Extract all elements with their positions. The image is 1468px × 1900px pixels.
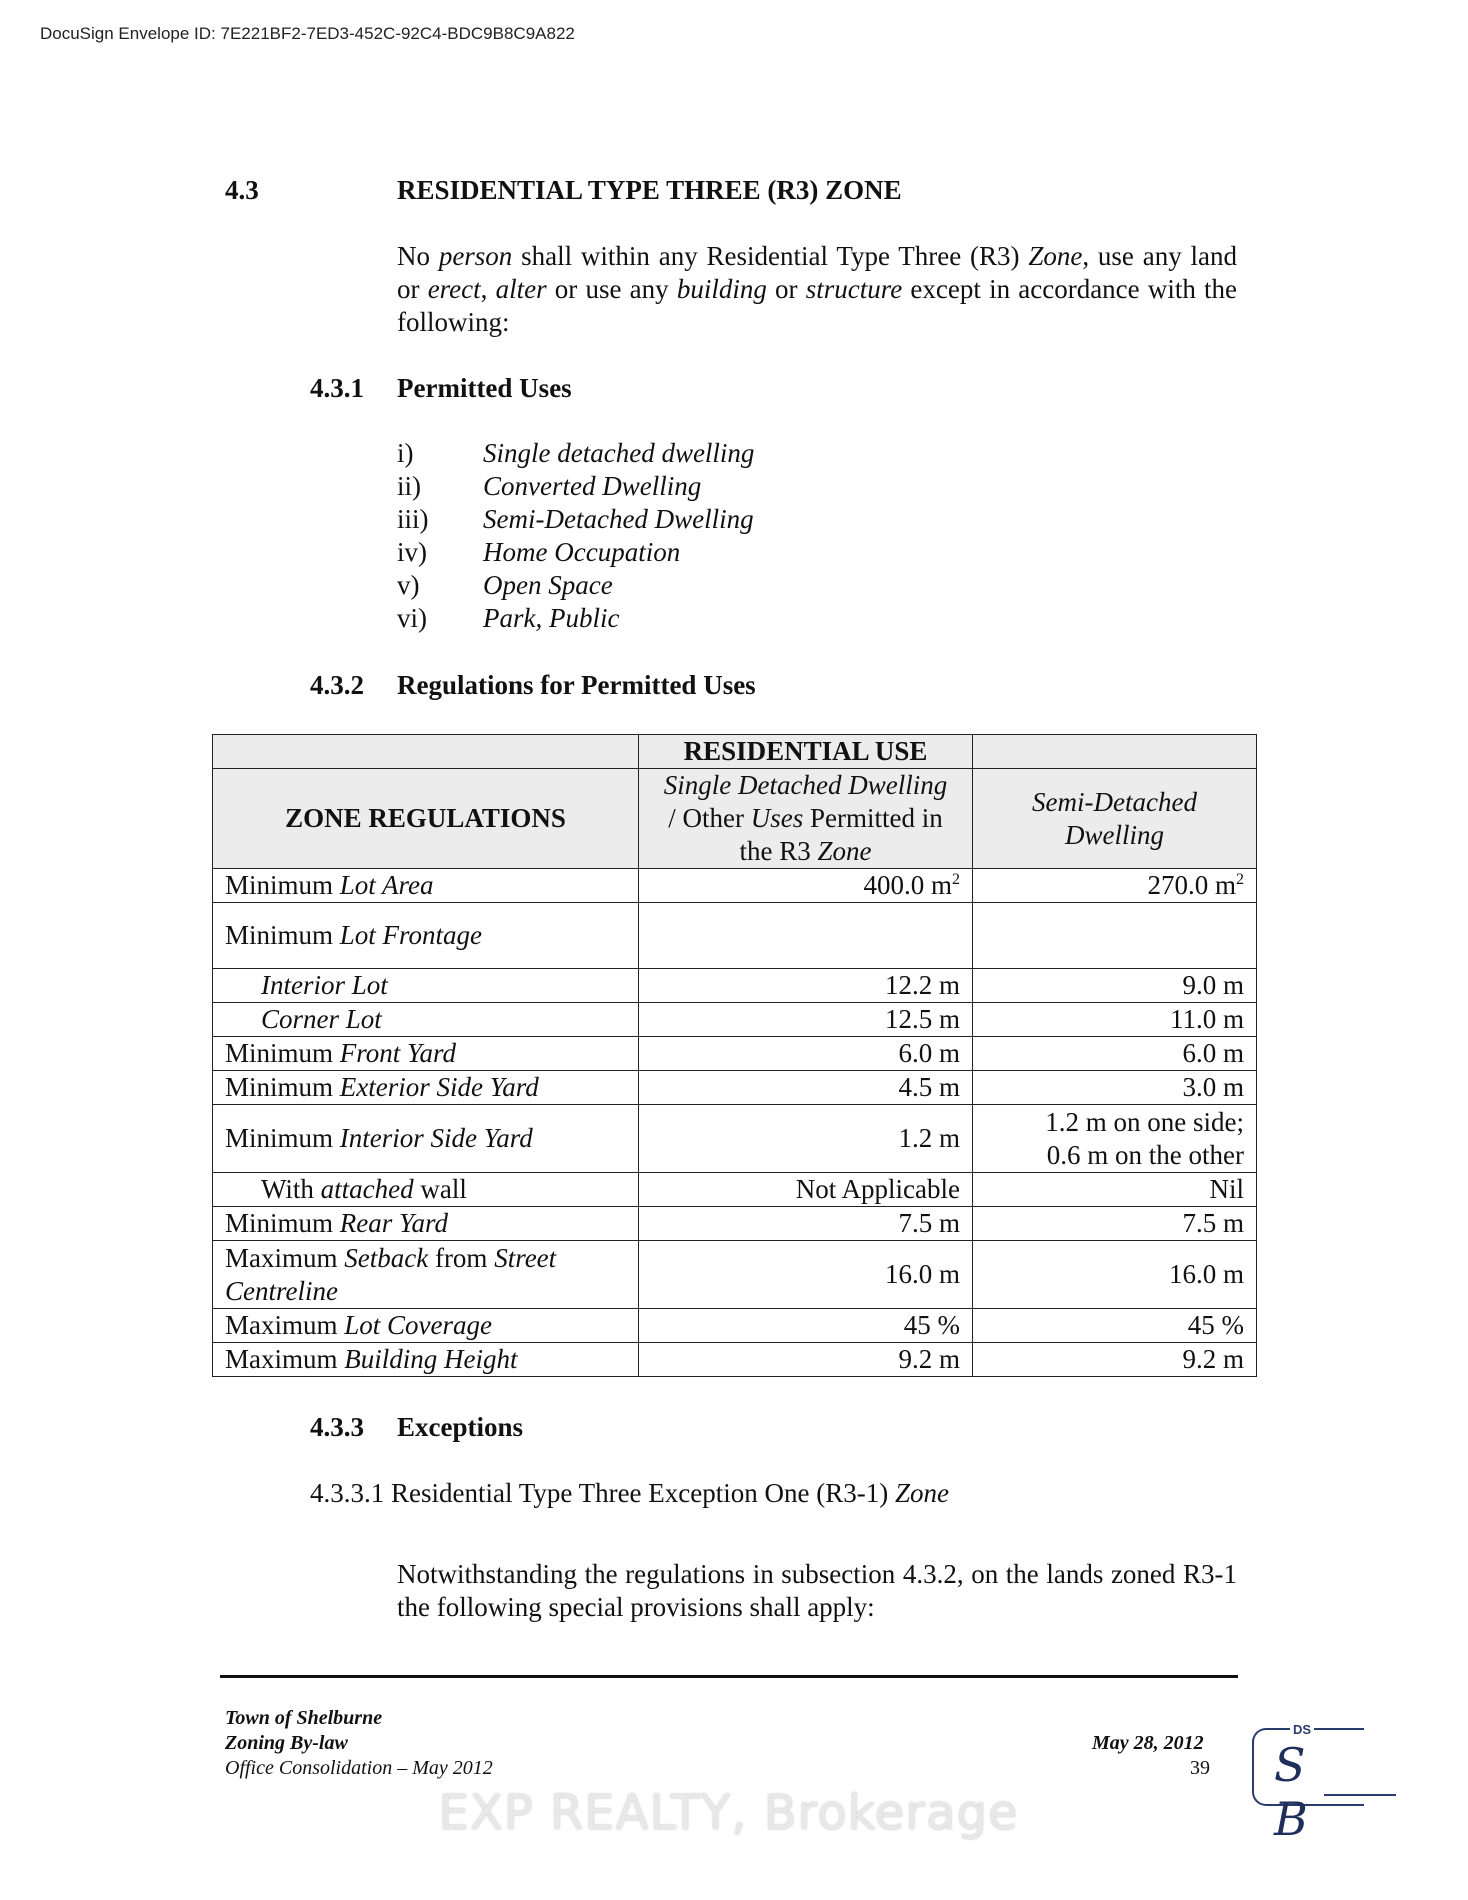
table-row	[213, 1343, 1257, 1377]
list-item-number: ii)	[397, 471, 421, 501]
table-row	[213, 1105, 1257, 1173]
subsection-number-exceptions: 4.3.3	[310, 1412, 364, 1442]
header-zone-regulations: ZONE REGULATIONS	[213, 769, 639, 869]
table-row	[213, 1003, 1257, 1037]
cell-value: Not Applicable	[639, 1173, 973, 1207]
list-item-number: iii)	[397, 504, 429, 534]
exception-heading: 4.3.3.1 Residential Type Three Exception One (R3-1) Zone	[310, 1478, 949, 1508]
exception-paragraph: Notwithstanding the regulations in subsection 4.3.2, on the lands zoned R3-1 the following special provisions shall apply:	[397, 1559, 1237, 1622]
watermark: EXP REALTY, Brokerage	[438, 1785, 1019, 1841]
footer-divider	[220, 1675, 1238, 1678]
row-label: Minimum Front Yard	[213, 1037, 639, 1071]
table-row	[213, 903, 1257, 969]
section-title: RESIDENTIAL TYPE THREE (R3) ZONE	[397, 175, 902, 205]
cell-value: 45 %	[973, 1309, 1257, 1343]
cell-value: 9.2 m	[639, 1343, 973, 1377]
cell-value: 45 %	[639, 1309, 973, 1343]
cell-value: 3.0 m	[973, 1071, 1257, 1105]
list-item: Home Occupation	[483, 537, 681, 567]
row-label: Minimum Lot Frontage	[213, 903, 639, 969]
cell-value: 12.2 m	[639, 969, 973, 1003]
cell-value: 6.0 m	[639, 1037, 973, 1071]
list-item: Converted Dwelling	[483, 471, 702, 501]
table-row	[213, 1071, 1257, 1105]
cell-value	[639, 903, 973, 969]
cell-value: 12.5 m	[639, 1003, 973, 1037]
list-item: Single detached dwelling	[483, 438, 755, 468]
header-single-detached: Single Detached Dwelling / Other Uses Permitted in the R3 Zone	[639, 769, 973, 869]
header-semi-detached: Semi-Detached Dwelling	[973, 769, 1257, 869]
cell-value: 9.0 m	[973, 969, 1257, 1003]
footer-town: Town of Shelburne	[225, 1707, 383, 1729]
ds-label: DS	[1290, 1722, 1314, 1737]
cell-value: 1.2 m on one side; 0.6 m on the other	[973, 1105, 1257, 1173]
signature-underline	[1324, 1794, 1396, 1796]
table-row	[213, 1173, 1257, 1207]
cell-value: 270.0 $m^2$	[973, 869, 1257, 903]
list-item-number: i)	[397, 438, 414, 468]
footer-consolidation: Office Consolidation – May 2012	[225, 1757, 493, 1779]
cell-value: 6.0 m	[973, 1037, 1257, 1071]
table-row	[213, 1241, 1257, 1309]
list-item-number: iv)	[397, 537, 427, 567]
cell-value: Nil	[973, 1173, 1257, 1207]
intro-paragraph: No person shall within any Residential Type Three (R3) Zone, use any land or erect, alter or use any building or structure except in accordance with the following:	[397, 241, 1238, 337]
header-residential-use: RESIDENTIAL USE	[639, 735, 973, 769]
list-item-number: v)	[397, 570, 420, 600]
row-label: Interior Lot	[213, 969, 639, 1003]
subsection-title-permitted: Permitted Uses	[397, 373, 572, 403]
header-blank	[213, 735, 639, 769]
docusign-initials-box	[1252, 1728, 1364, 1846]
cell-value: 9.2 m	[973, 1343, 1257, 1377]
table-row	[213, 1037, 1257, 1071]
subsection-number-regulations: 4.3.2	[310, 670, 364, 700]
cell-value: 11.0 m	[973, 1003, 1257, 1037]
footer-date: May 28, 2012	[1092, 1732, 1204, 1754]
row-label: Minimum Interior Side Yard	[213, 1105, 639, 1173]
cell-value: 4.5 m	[639, 1071, 973, 1105]
cell-value: 7.5 m	[639, 1207, 973, 1241]
row-label: With attached wall	[213, 1173, 639, 1207]
docusign-envelope-id: DocuSign Envelope ID: 7E221BF2-7ED3-452C-92C4-BDC9B8C9A822	[40, 24, 575, 43]
list-item: Park, Public	[483, 603, 620, 633]
list-item: Semi-Detached Dwelling	[483, 504, 754, 534]
subsection-number-permitted: 4.3.1	[310, 373, 364, 403]
table-row	[213, 969, 1257, 1003]
row-label: Minimum Lot Area	[213, 869, 639, 903]
row-label: Corner Lot	[213, 1003, 639, 1037]
list-item: Open Space	[483, 570, 613, 600]
table-row	[213, 869, 1257, 903]
cell-value: 7.5 m	[973, 1207, 1257, 1241]
cell-value: 16.0 m	[973, 1241, 1257, 1309]
cell-value: 400.0 $m^2$	[639, 869, 973, 903]
row-label: Maximum Setback from Street Centreline	[213, 1241, 639, 1309]
signature-initials: S B	[1274, 1738, 1314, 1846]
row-label: Maximum Lot Coverage	[213, 1309, 639, 1343]
cell-value: 16.0 m	[639, 1241, 973, 1309]
list-item-number: vi)	[397, 603, 427, 633]
cell-value	[973, 903, 1257, 969]
row-label: Minimum Rear Yard	[213, 1207, 639, 1241]
cell-value: 1.2 m	[639, 1105, 973, 1173]
footer-bylaw: Zoning By-law	[225, 1732, 348, 1754]
table-row	[213, 1309, 1257, 1343]
row-label: Maximum Building Height	[213, 1343, 639, 1377]
row-label: Minimum Exterior Side Yard	[213, 1071, 639, 1105]
header-blank-right	[973, 735, 1257, 769]
regulations-table	[212, 734, 1257, 1377]
table-row	[213, 1207, 1257, 1241]
page-number: 39	[1190, 1757, 1210, 1779]
subsection-title-regulations: Regulations for Permitted Uses	[397, 670, 756, 700]
subsection-title-exceptions: Exceptions	[397, 1412, 524, 1442]
section-number: 4.3	[225, 175, 259, 205]
